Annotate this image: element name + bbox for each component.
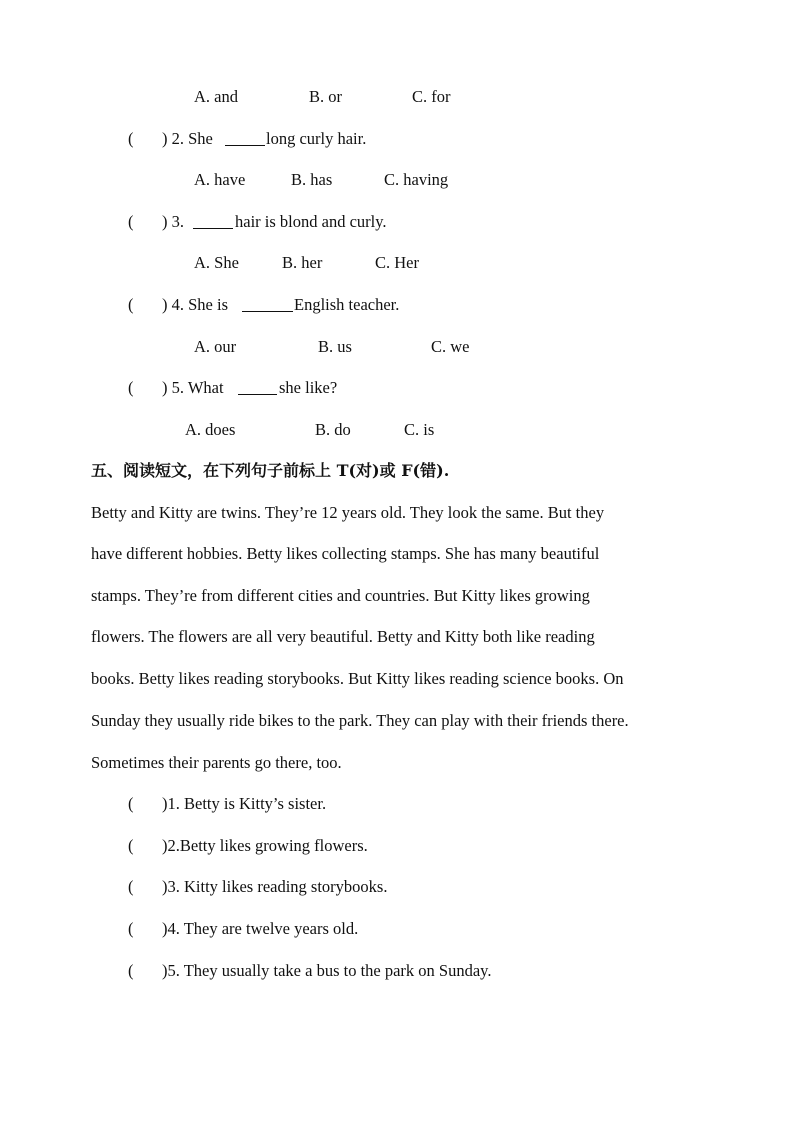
- answer-paren-open[interactable]: (: [128, 794, 134, 813]
- option-b: B. her: [282, 253, 323, 272]
- question-text: hair is blond and curly.: [235, 212, 387, 231]
- passage-line: flowers. The flowers are all very beautiful. Betty and Kitty both like reading: [91, 627, 595, 646]
- passage-line: books. Betty likes reading storybooks. But Kitty likes reading science books. On: [91, 669, 624, 688]
- statement: )4. They are twelve years old.: [162, 919, 359, 938]
- passage-line: stamps. They’re from different cities and countries. But Kitty likes growing: [91, 586, 590, 605]
- question-number: ) 5. What: [162, 378, 224, 397]
- option-c: C. having: [384, 170, 449, 189]
- option-a: A. have: [194, 170, 246, 189]
- passage-line: Sometimes their parents go there, too.: [91, 753, 342, 772]
- option-a: A. does: [185, 420, 236, 439]
- answer-paren-open[interactable]: (: [128, 836, 134, 855]
- answer-paren-open[interactable]: (: [128, 961, 134, 980]
- passage-line: Sunday they usually ride bikes to the park. They can play with their friends there.: [91, 711, 629, 730]
- question-text: she like?: [279, 378, 338, 397]
- passage-line: Betty and Kitty are twins. They’re 12 years old. They look the same. But they: [91, 503, 605, 522]
- answer-paren-open[interactable]: (: [128, 919, 134, 938]
- q1-option-a: A. and: [194, 87, 238, 106]
- option-a: A. She: [194, 253, 239, 272]
- option-c: C. is: [404, 420, 435, 439]
- question-number: ) 3.: [162, 212, 184, 231]
- answer-blank[interactable]: [238, 380, 277, 395]
- section-heading: 五、阅读短文，在下列句子前标上 T(对)或 F(错).: [91, 461, 450, 480]
- answer-paren-open: (: [128, 295, 134, 314]
- option-c: C. Her: [375, 253, 419, 272]
- question-number: ) 2. She: [162, 129, 213, 148]
- question-number: ) 4. She is: [162, 295, 228, 314]
- question-text: long curly hair.: [266, 129, 367, 148]
- passage-line: have different hobbies. Betty likes collecting stamps. She has many beautiful: [91, 544, 600, 563]
- answer-blank[interactable]: [225, 131, 265, 146]
- answer-paren-open[interactable]: (: [128, 877, 134, 896]
- answer-paren-open: (: [128, 212, 134, 231]
- option-c: C. we: [431, 337, 470, 356]
- answer-paren-open: (: [128, 378, 134, 397]
- answer-blank[interactable]: [242, 297, 293, 312]
- answer-paren-open: (: [128, 129, 134, 148]
- option-a: A. our: [194, 337, 237, 356]
- q1-option-b: B. or: [309, 87, 342, 106]
- option-b: B. has: [291, 170, 333, 189]
- option-b: B. us: [318, 337, 352, 356]
- statement: )3. Kitty likes reading storybooks.: [162, 877, 388, 896]
- statement: )5. They usually take a bus to the park on Sunday.: [162, 961, 492, 980]
- statement: )2.Betty likes growing flowers.: [162, 836, 368, 855]
- statement: )1. Betty is Kitty’s sister.: [162, 794, 327, 813]
- q1-option-c: C. for: [412, 87, 451, 106]
- option-b: B. do: [315, 420, 351, 439]
- question-text: English teacher.: [294, 295, 400, 314]
- answer-blank[interactable]: [193, 214, 233, 229]
